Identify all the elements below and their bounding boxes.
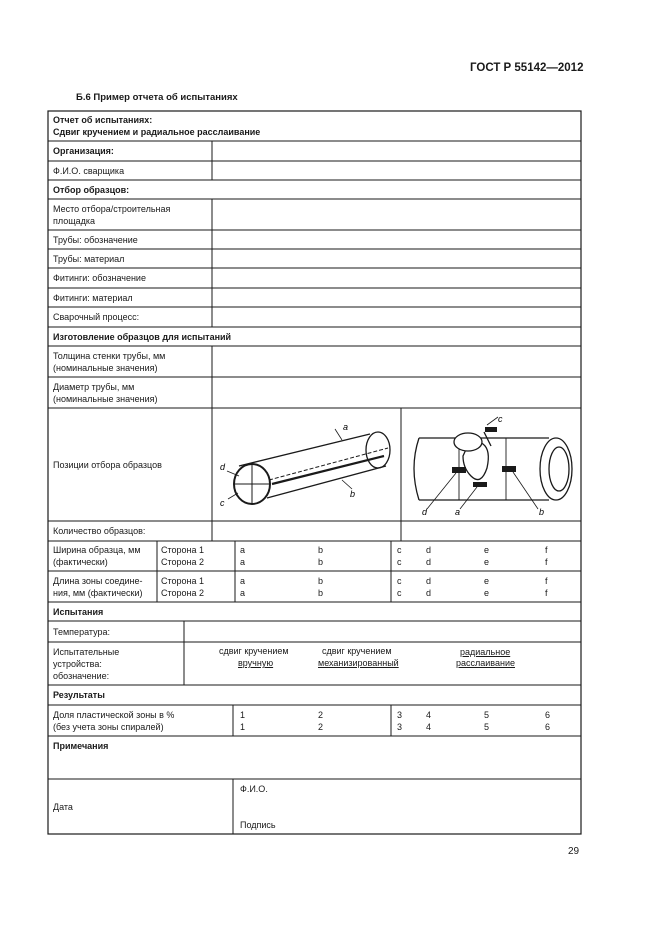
radial-2: расслаивание: [456, 658, 515, 668]
length-side-2: Сторона 2: [161, 588, 205, 598]
diameter-label-1: Диаметр трубы, мм: [53, 382, 135, 392]
fio-label: Ф.И.О.: [240, 784, 268, 794]
fittings-designation-label: Фитинги: обозначение: [53, 273, 146, 283]
prep-heading: Изготовление образцов для испытаний: [53, 332, 232, 342]
wall-label-2: (номинальные значения): [53, 363, 158, 373]
number-cell: 3: [397, 710, 403, 720]
pipe-label-a: a: [343, 422, 349, 432]
letter-cell: d: [426, 545, 432, 555]
pipe-label-c: c: [220, 498, 225, 508]
letter-cell: c: [397, 576, 402, 586]
results-heading: Результаты: [53, 690, 105, 700]
section-title: Б.6 Пример отчета об испытаниях: [76, 92, 238, 103]
standard-number: ГОСТ Р 55142—2012: [470, 62, 584, 74]
number-cell: 5: [484, 722, 490, 732]
pipe-label-b: b: [350, 489, 356, 499]
devices-label-1: Испытательные: [53, 647, 120, 657]
width-label-2: (фактически): [53, 557, 108, 567]
fitting-label-c: c: [498, 414, 503, 424]
letter-cell: a: [240, 588, 246, 598]
report-title-1: Отчет об испытаниях:: [53, 115, 153, 125]
letter-cell: b: [318, 576, 324, 586]
number-cell: 2: [318, 710, 324, 720]
notes-heading: Примечания: [53, 741, 109, 751]
number-cell: 6: [545, 710, 551, 720]
pipe-label-d: d: [220, 462, 226, 472]
number-cell: 4: [426, 710, 432, 720]
positions-label: Позиции отбора образцов: [53, 460, 162, 470]
length-label-2: ния, мм (фактически): [53, 588, 143, 598]
length-side-1: Сторона 1: [161, 576, 205, 586]
fitting-label-b: b: [539, 507, 545, 517]
diameter-label-2: (номинальные значения): [53, 394, 158, 404]
plastic-label-2: (без учета зоны спиралей): [53, 722, 164, 732]
letter-cell: c: [397, 545, 402, 555]
twist-mech-1: сдвиг кручением: [322, 646, 392, 656]
letter-cell: a: [240, 576, 246, 586]
twist-mech-2: механизированный: [318, 658, 399, 668]
letter-cell: e: [484, 545, 490, 555]
pipes-designation-label: Трубы: обозначение: [53, 235, 138, 245]
width-side-1: Сторона 1: [161, 545, 205, 555]
letter-cell: c: [397, 557, 402, 567]
radial-1: радиальное: [460, 647, 511, 657]
place-label-2: площадка: [53, 216, 96, 226]
page-number: 29: [568, 846, 580, 857]
letter-cell: a: [240, 545, 246, 555]
organization-label: Организация:: [53, 146, 114, 156]
letter-cell: f: [545, 545, 548, 555]
signature-label: Подпись: [240, 820, 276, 830]
letter-cell: e: [484, 588, 490, 598]
date-label: Дата: [53, 802, 73, 812]
letter-cell: b: [318, 588, 324, 598]
letter-cell: b: [318, 545, 324, 555]
number-cell: 1: [240, 722, 246, 732]
twist-manual-1: сдвиг кручением: [219, 646, 289, 656]
fittings-material-label: Фитинги: материал: [53, 293, 133, 303]
welding-process-label: Сварочный процесс:: [53, 312, 140, 322]
letter-cell: c: [397, 588, 402, 598]
number-cell: 6: [545, 722, 551, 732]
temperature-label: Температура:: [53, 627, 111, 637]
fitting-label-d: d: [422, 507, 428, 517]
welder-label: Ф.И.О. сварщика: [53, 166, 125, 176]
letter-cell: e: [484, 557, 490, 567]
report-title-2: Сдвиг кручением и радиальное расслаивание: [53, 127, 261, 137]
devices-label-3: обозначение:: [53, 671, 110, 681]
letter-cell: d: [426, 576, 432, 586]
plastic-label-1: Доля пластической зоны в %: [53, 710, 175, 720]
length-label-1: Длина зоны соедине-: [53, 576, 143, 586]
fitting-label-a: a: [455, 507, 461, 517]
number-cell: 5: [484, 710, 490, 720]
place-label-1: Место отбора/строительная: [53, 204, 171, 214]
tests-heading: Испытания: [53, 607, 104, 617]
number-cell: 1: [240, 710, 246, 720]
letter-cell: a: [240, 557, 246, 567]
number-cell: 2: [318, 722, 324, 732]
count-label: Количество образцов:: [53, 526, 146, 536]
letter-cell: f: [545, 588, 548, 598]
width-side-2: Сторона 2: [161, 557, 205, 567]
letter-cell: e: [484, 576, 490, 586]
fitting-diagram: [401, 408, 581, 521]
letter-cell: b: [318, 557, 324, 567]
sampling-label: Отбор образцов:: [53, 185, 130, 195]
letter-cell: f: [545, 576, 548, 586]
devices-label-2: устройства:: [53, 659, 102, 669]
letter-cell: f: [545, 557, 548, 567]
number-cell: 4: [426, 722, 432, 732]
width-label-1: Ширина образца, мм: [53, 545, 141, 555]
number-cell: 3: [397, 722, 403, 732]
wall-label-1: Толщина стенки трубы, мм: [53, 351, 166, 361]
twist-manual-2: вручную: [238, 658, 274, 668]
letter-cell: d: [426, 557, 432, 567]
pipes-material-label: Трубы: материал: [53, 254, 125, 264]
pipe-diagram: [212, 408, 401, 521]
letter-cell: d: [426, 588, 432, 598]
